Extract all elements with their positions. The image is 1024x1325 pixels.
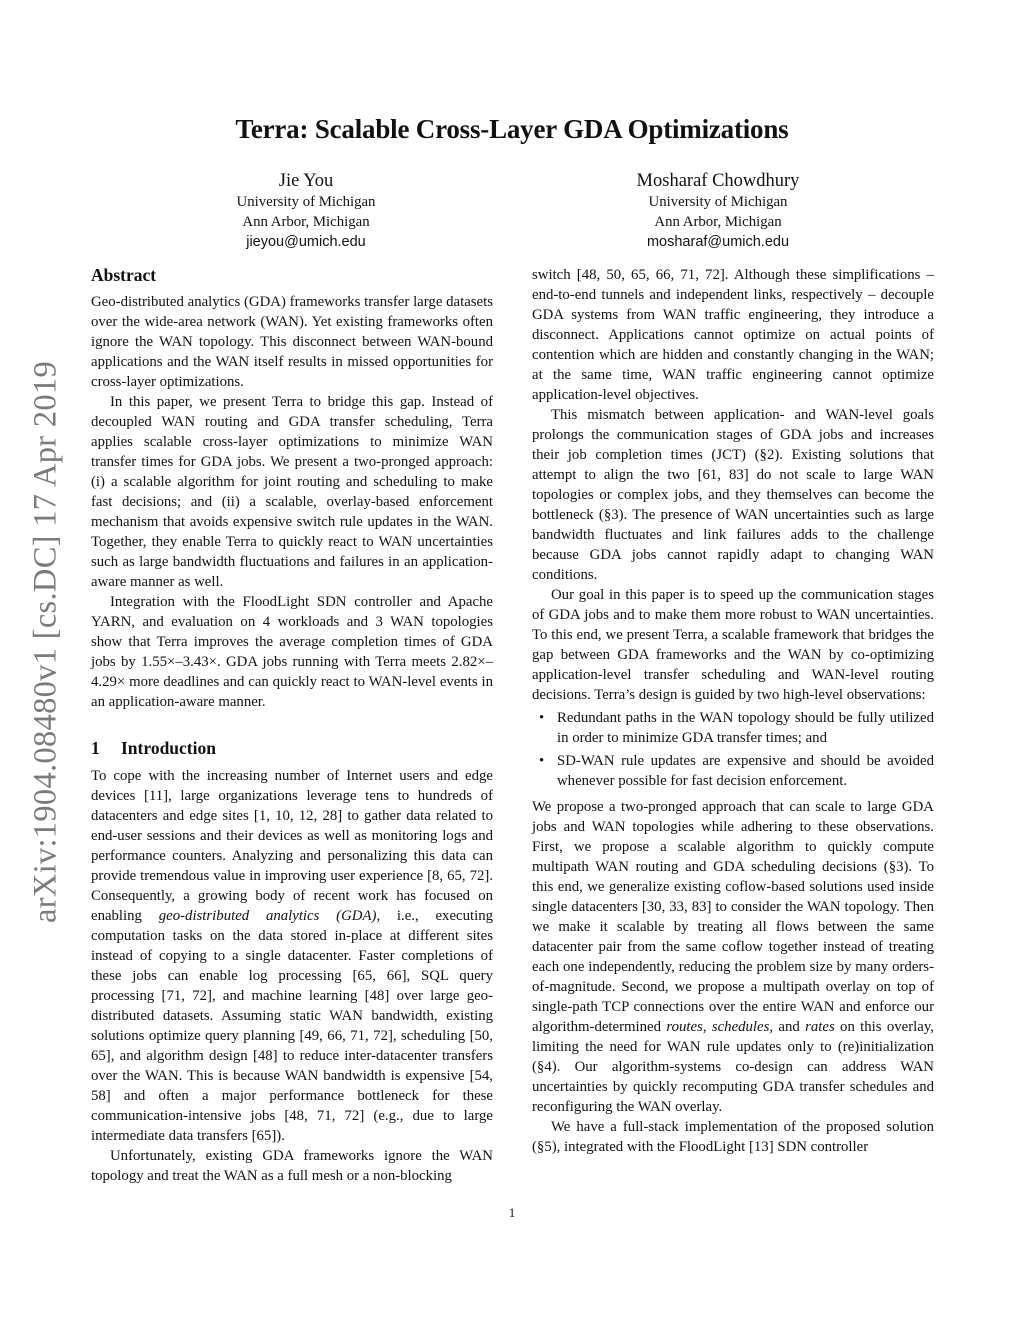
intro-paragraph: Our goal in this paper is to speed up the communication stages of GDA jobs and to make them more robust to WAN uncertainties. To this end, we present Terra, a scalable framework that bridges the gap between GDA frameworks and the WAN by co-optimizing application-level transfer scheduling and WAN-level routing decisions. Terra’s design is guided by two high-level observations:	[532, 587, 934, 703]
page-number: 1	[508, 1205, 516, 1220]
abstract-paragraph: In this paper, we present Terra to bridge this gap. Instead of decoupled WAN routing and GDA transfer scheduling, Terra applies scalable cross-layer optimizations to minimize WAN transfer times for GDA jobs. We present a two-pronged approach: (i) a scalable algorithm for joint routing and scheduling to make fast decisions; and (ii) a scalable, overlay-based enforcement mechanism that avoids expensive switch rule updates in the WAN. Together, they enable Terra to quickly react to WAN uncertainties such as large bandwidth fluctuations and failures in an application-aware manner as well.	[91, 394, 493, 590]
intro-paragraph-continued: switch [48, 50, 65, 66, 71, 72]. Although these simplifications – end-to-end tunnels and independent links, respectively – decouple GDA systems from WAN traffic engineering, they introduce a disconnect. Applications cannot optimize on actual points of contention which are hidden and constantly changing in the WAN; at the same time, WAN traffic engineering cannot optimize application-level objectives.	[532, 267, 934, 403]
author-email: mosharaf@umich.edu	[646, 234, 790, 250]
list-item: • SD-WAN rule updates are expensive and should be avoided whenever possible for fast decision enforcement.	[557, 751, 934, 791]
author-location: Ann Arbor, Michigan	[654, 214, 782, 230]
right-column	[532, 265, 934, 1157]
abstract-paragraph: Integration with the FloodLight SDN controller and Apache YARN, and evaluation on 4 workloads and 3 WAN topologies show that Terra improves the average completion times of GDA jobs by 1.55×–3.43×. GDA jobs running with Terra meets 2.82×–4.29× more deadlines and can quickly react to WAN-level events in an application-aware manner.	[91, 594, 493, 710]
author-email: jieyou@umich.edu	[246, 234, 366, 250]
abstract-paragraph: Geo-distributed analytics (GDA) frameworks transfer large datasets over the wide-area network (WAN). Yet existing frameworks often ignore the WAN topology. This disconnect between WAN-bound applications and the WAN itself results in missed opportunities for cross-layer optimizations.	[91, 294, 493, 390]
intro-heading	[91, 737, 493, 759]
author-affiliation: University of Michigan	[648, 194, 788, 210]
text-run: To cope with the increasing number of Internet users and edge devices [11], large organizations leverage tens to hundreds of datacenters and edge sites [1, 10, 12, 28] to gather data related to end-user sessions and their devices as well as monitoring logs and performance counters. Analyzing and personalizing this data can provide tremendous value in improving user experience [8, 65, 72]. Consequently, a growing body of recent work has focused on enabling	[91, 768, 493, 924]
emphasis-term: geo-distributed analytics (GDA)	[158, 908, 377, 924]
paper-title: Terra: Scalable Cross-Layer GDA Optimizations	[235, 114, 789, 144]
author-affiliation: University of Michigan	[236, 194, 376, 210]
author-name: Mosharaf Chowdhury	[636, 171, 800, 191]
left-column	[91, 264, 493, 1186]
arxiv-identifier: arXiv:1904.08480v1 [cs.DC] 17 Apr 2019	[27, 360, 64, 924]
intro-paragraph: We have a full-stack implementation of the proposed solution (§5), integrated with the FloodLight [13] SDN controller	[532, 1119, 934, 1155]
intro-paragraph: This mismatch between application- and WAN-level goals prolongs the communication stages of GDA jobs and increases their job completion times (JCT) (§2). Existing solutions that attempt to align the two [61, 83] do not scale to large WAN topologies or complex jobs, and they themselves can become the bottleneck (§3). The presence of WAN uncertainties such as large bandwidth fluctuates and link failures adds to the challenge because GDA jobs cannot rapidly adapt to changing WAN conditions.	[532, 407, 934, 583]
emphasis-term: rates	[805, 1019, 835, 1035]
list-item: • Redundant paths in the WAN topology should be fully utilized in order to minimize GDA transfer times; and	[557, 708, 934, 748]
text-run: on this overlay, limiting the need for WAN rule updates only to (re)initialization (§4). Our algorithm-systems co-design can address WAN uncertainties by quickly recomputing GDA transfer schedules and reconfiguring the WAN overlay.	[532, 1019, 934, 1115]
text-run: , and	[769, 1019, 806, 1035]
abstract-heading: Abstract	[91, 265, 157, 285]
author-block	[156, 170, 456, 252]
emphasis-term: schedules	[711, 1019, 770, 1035]
intro-paragraph	[532, 797, 934, 1117]
section-number: 1	[91, 738, 100, 758]
author-block	[568, 170, 868, 252]
section-title: Introduction	[121, 738, 216, 758]
emphasis-term: routes	[666, 1019, 703, 1035]
text-run: , i.e., executing computation tasks on the data stored in-place at different sites instead of copying to a single datacenter. Faster completions of these jobs can enable log processing [65, 66], SQL query processing [71, 72], and machine learning [48] over large geo-distributed datasets. Assuming static WAN bandwidth, existing solutions optimize query planning [49, 66, 71, 72], scheduling [50, 65], and algorithm design [48] to reduce inter-datacenter transfers over the WAN. This is because WAN bandwidth is expensive [54, 58] and often a major performance bottleneck for these communication-intensive jobs [48, 71, 72] (e.g., due to large intermediate data transfers [65]).	[91, 908, 494, 1144]
text-run: ,	[702, 1019, 712, 1035]
author-name: Jie You	[278, 171, 334, 191]
author-location: Ann Arbor, Michigan	[242, 214, 370, 230]
intro-paragraph	[91, 766, 493, 1146]
text-run: We propose a two-pronged approach that can scale to large GDA jobs and WAN topologies while adhering to these observations. First, we propose a scalable algorithm to quickly compute multipath WAN routing and GDA scheduling decisions (§3). To this end, we generalize existing coflow-based solutions used inside single datacenters [30, 33, 83] to consider the WAN topology. Then we make it scalable by treating all flows between the same datacenter pair from the same coflow together instead of treating each one independently, reducing the problem size by many orders-of-magnitude. Second, we propose a multipath overlay on top of single-path TCP connections over the entire WAN and enforce our algorithm-determined	[532, 799, 934, 1035]
observation-list	[532, 708, 934, 791]
intro-paragraph: Unfortunately, existing GDA frameworks ignore the WAN topology and treat the WAN as a full mesh or a non-blocking	[91, 1148, 493, 1184]
